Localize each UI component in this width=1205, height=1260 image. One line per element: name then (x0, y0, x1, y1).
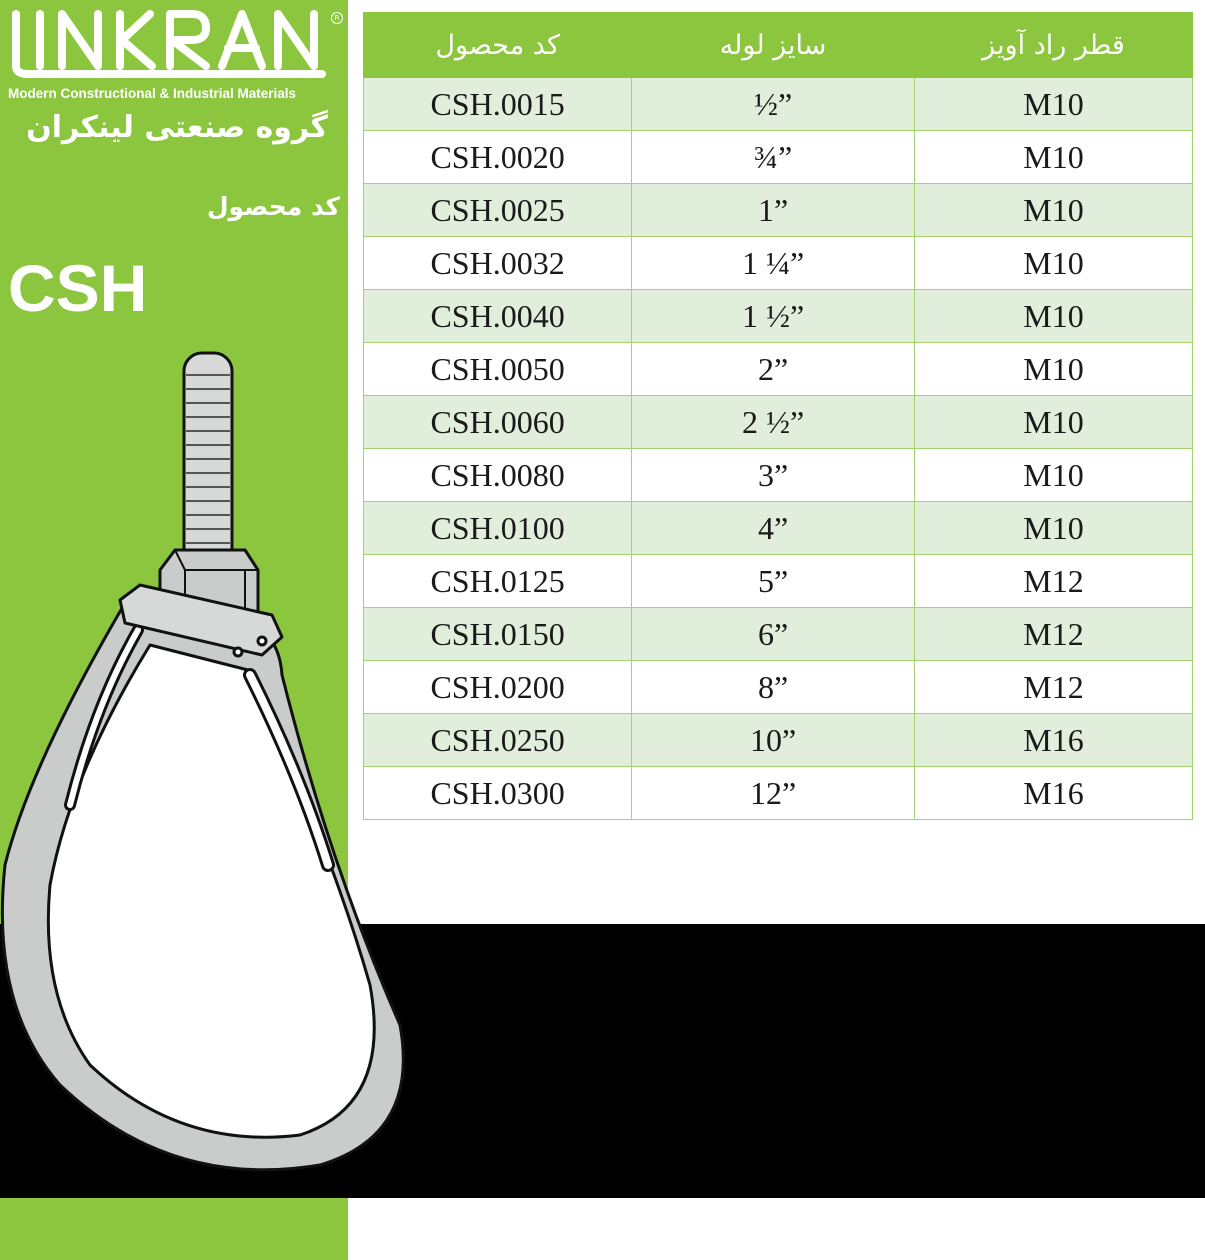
cell-rod-diameter: M10 (914, 78, 1192, 131)
table-row (364, 343, 1193, 396)
table-row (364, 78, 1193, 131)
cell-pipe-size: 5” (632, 555, 915, 608)
header-rod-diameter: قطر راد آویز (914, 13, 1192, 78)
cell-rod-diameter: M10 (914, 449, 1192, 502)
cell-product-code: CSH.0300 (364, 767, 632, 820)
cell-pipe-size: 4” (632, 502, 915, 555)
cell-product-code: CSH.0032 (364, 237, 632, 290)
cell-pipe-size: 8” (632, 661, 915, 714)
cell-product-code: CSH.0020 (364, 131, 632, 184)
cell-rod-diameter: M10 (914, 290, 1192, 343)
table-row (364, 555, 1193, 608)
table-row (364, 396, 1193, 449)
table-row (364, 449, 1193, 502)
cell-pipe-size: 2 ½” (632, 396, 915, 449)
table-row (364, 608, 1193, 661)
swivel-ring-hanger-illustration (0, 345, 420, 1175)
table-row (364, 184, 1193, 237)
cell-product-code: CSH.0040 (364, 290, 632, 343)
cell-rod-diameter: M10 (914, 184, 1192, 237)
cell-pipe-size: 2” (632, 343, 915, 396)
cell-pipe-size: 12” (632, 767, 915, 820)
cell-rod-diameter: M10 (914, 343, 1192, 396)
table-header-row (364, 13, 1193, 78)
table-row (364, 714, 1193, 767)
cell-product-code: CSH.0025 (364, 184, 632, 237)
cell-pipe-size: 6” (632, 608, 915, 661)
logo-tagline: Modern Constructional & Industrial Materials (8, 86, 297, 101)
header-product-code: کد محصول (364, 13, 632, 78)
cell-product-code: CSH.0200 (364, 661, 632, 714)
product-spec-table (363, 12, 1193, 820)
table-row (364, 290, 1193, 343)
cell-pipe-size: 10” (632, 714, 915, 767)
cell-product-code: CSH.0060 (364, 396, 632, 449)
cell-pipe-size: ¾” (632, 131, 915, 184)
cell-pipe-size: 3” (632, 449, 915, 502)
header-pipe-size: سایز لوله (632, 13, 915, 78)
table-row (364, 661, 1193, 714)
company-name: گروه صنعتی لینکران (26, 110, 328, 145)
cell-rod-diameter: M16 (914, 767, 1192, 820)
table-body (364, 78, 1193, 820)
table-row (364, 237, 1193, 290)
cell-product-code: CSH.0015 (364, 78, 632, 131)
table-row (364, 767, 1193, 820)
cell-product-code: CSH.0150 (364, 608, 632, 661)
cell-rod-diameter: M10 (914, 237, 1192, 290)
product-code: CSH (8, 251, 148, 325)
cell-rod-diameter: M10 (914, 502, 1192, 555)
registered-mark: R (331, 12, 343, 24)
cell-pipe-size: 1 ½” (632, 290, 915, 343)
table-row (364, 131, 1193, 184)
cell-product-code: CSH.0125 (364, 555, 632, 608)
product-code-label: کد محصول (206, 192, 340, 221)
cell-pipe-size: 1” (632, 184, 915, 237)
cell-product-code: CSH.0080 (364, 449, 632, 502)
table-row (364, 502, 1193, 555)
cell-pipe-size: 1 ¼” (632, 237, 915, 290)
linkran-logo (10, 8, 328, 80)
cell-rod-diameter: M10 (914, 131, 1192, 184)
cell-rod-diameter: M12 (914, 555, 1192, 608)
cell-product-code: CSH.0250 (364, 714, 632, 767)
cell-rod-diameter: M12 (914, 608, 1192, 661)
cell-rod-diameter: M16 (914, 714, 1192, 767)
cell-pipe-size: ½” (632, 78, 915, 131)
cell-rod-diameter: M10 (914, 396, 1192, 449)
cell-rod-diameter: M12 (914, 661, 1192, 714)
cell-product-code: CSH.0100 (364, 502, 632, 555)
cell-product-code: CSH.0050 (364, 343, 632, 396)
